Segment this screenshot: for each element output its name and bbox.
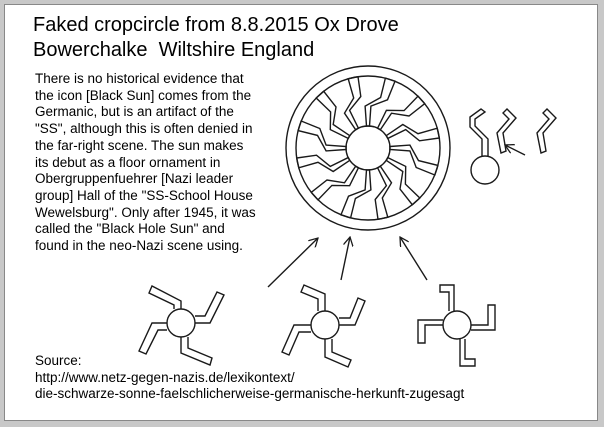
- diagram-canvas: [4, 4, 598, 421]
- description-line: Germanic, but is an artifact of the: [35, 104, 234, 120]
- hooked-cross-disc: [311, 311, 339, 339]
- arrow-right-to-circle: [400, 237, 427, 280]
- hooked-cross-right: [418, 285, 495, 366]
- source-url-line-2: die-schwarze-sonne-faelschlicherweise-germanische-herkunft-zugesagt: [35, 386, 465, 402]
- description-line: the icon [Black Sun] comes from the: [35, 87, 252, 103]
- description-line: "SS", although this is often denied in: [35, 121, 253, 137]
- description-line: the far-right scene. The sun makes: [35, 137, 244, 153]
- hooked-cross-center: [282, 285, 365, 367]
- center-disc: [346, 126, 390, 170]
- single-arm-shape: [470, 109, 488, 156]
- description-line: Wewelsburg". Only after 1945, it was: [35, 204, 256, 220]
- hooked-cross-disc: [167, 309, 195, 337]
- single-arm-disc: [471, 156, 499, 184]
- description-line: Obergruppenfuehrer [Nazi leader: [35, 171, 234, 187]
- single-arm-figure: [470, 109, 556, 184]
- source-url-line-1: http://www.netz-gegen-nazis.de/lexikontext/: [35, 369, 295, 385]
- description-line: group] Hall of the "SS-School House: [35, 187, 253, 203]
- arrow-center-to-circle: [341, 237, 350, 280]
- description-line: called the "Black Hole Sun" and: [35, 221, 225, 237]
- diagram-drawing: [5, 5, 598, 421]
- title-line-2: Bowerchalke Wiltshire England: [33, 39, 315, 61]
- arrows: [268, 237, 427, 287]
- arrow-to-arm-figure: [505, 145, 525, 155]
- title-line-1: Faked cropcircle from 8.8.2015 Ox Drove: [33, 14, 399, 36]
- description-line: its debut as a floor ornament in: [35, 154, 221, 170]
- description-line: found in the neo-Nazi scene using.: [35, 238, 243, 254]
- description-line: There is no historical evidence that: [35, 71, 244, 86]
- hooked-cross-disc: [443, 311, 471, 339]
- black-sun-crop-circle: [286, 66, 450, 230]
- source-label: Source:: [35, 353, 82, 368]
- double-arm-shape-2: [537, 109, 556, 153]
- hooked-cross-left: [139, 286, 224, 365]
- arrow-left-to-circle: [268, 238, 318, 287]
